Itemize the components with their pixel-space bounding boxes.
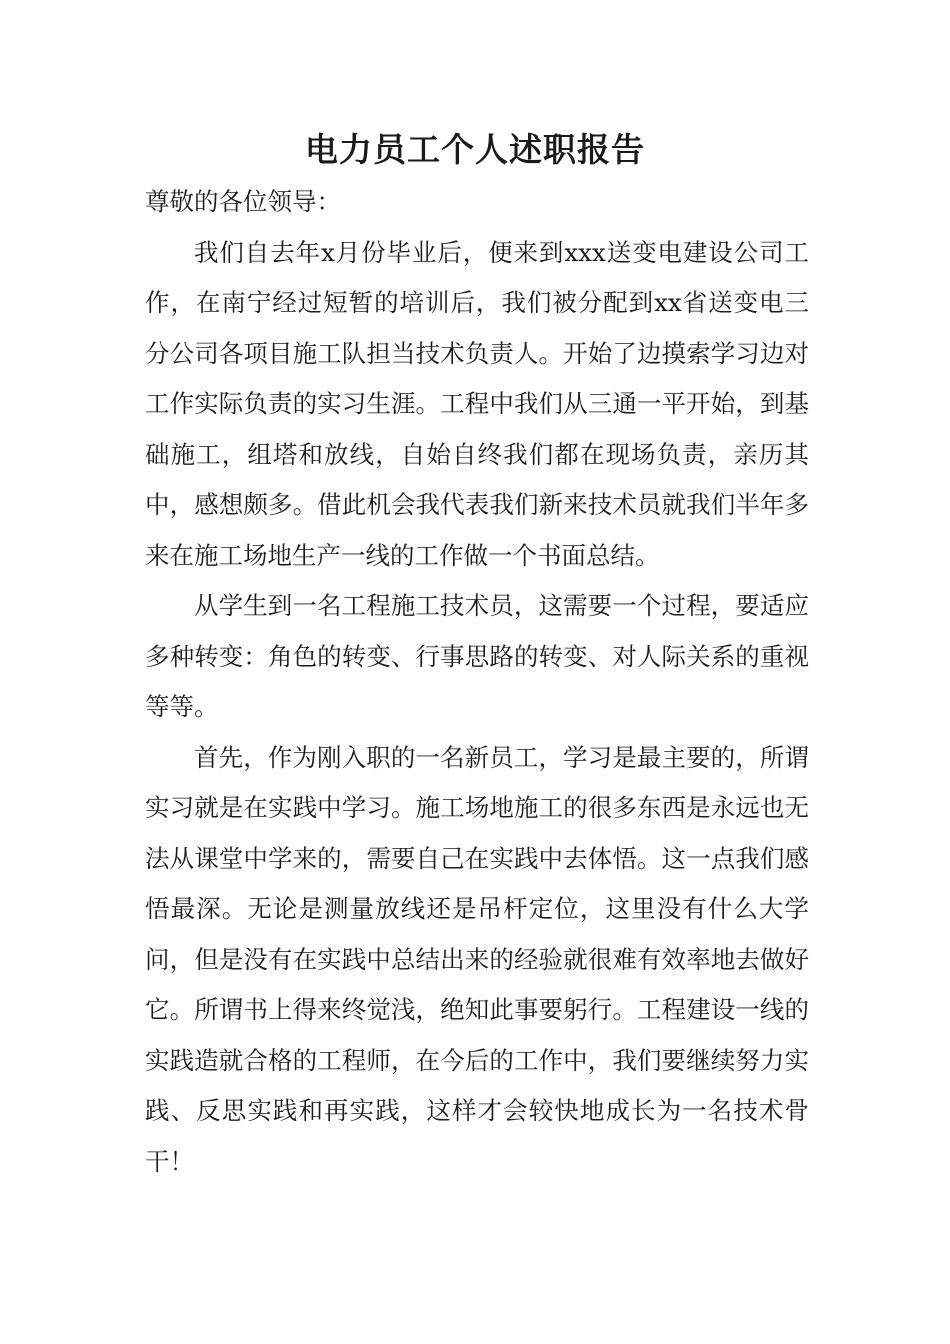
- salutation: 尊敬的各位领导：: [145, 187, 341, 216]
- document-title: 电力员工个人述职报告: [305, 130, 645, 169]
- document-body: [145, 177, 809, 1187]
- paragraph-1: 我们自去年x月份毕业后，便来到xxx送变电建设公司工作，在南宁经过短暂的培训后，我们被分配到xx省送变电三分公司各项目施工队担当技术负责人。开始了边摸索学习边对工作实际负责的实习生涯。工程中我们从三通一平开始，到基础施工，组塔和放线，自始自终我们都在现场负责，亲历其中，感想颇多。借此机会我代表我们新来技术员就我们半年多来在施工场地生产一线的工作做一个书面总结。: [145, 237, 809, 570]
- paragraph-2: 从学生到一名工程施工技术员，这需要一个过程，要适应多种转变：角色的转变、行事思路的转变、对人际关系的重视等等。: [145, 591, 809, 721]
- paragraph-3: 首先，作为刚入职的一名新员工，学习是最主要的，所谓实习就是在实践中学习。施工场地施工的很多东西是永远也无法从课堂中学来的，需要自己在实践中去体悟。这一点我们感悟最深。无论是测量放线还是吊杆定位，这里没有什么大学问，但是没有在实践中总结出来的经验就很难有效率地去做好它。所谓书上得来终觉浅，绝知此事要躬行。工程建设一线的实践造就合格的工程师，在今后的工作中，我们要继续努力实践、反思实践和再实践，这样才会较快地成长为一名技术骨干！: [145, 742, 809, 1176]
